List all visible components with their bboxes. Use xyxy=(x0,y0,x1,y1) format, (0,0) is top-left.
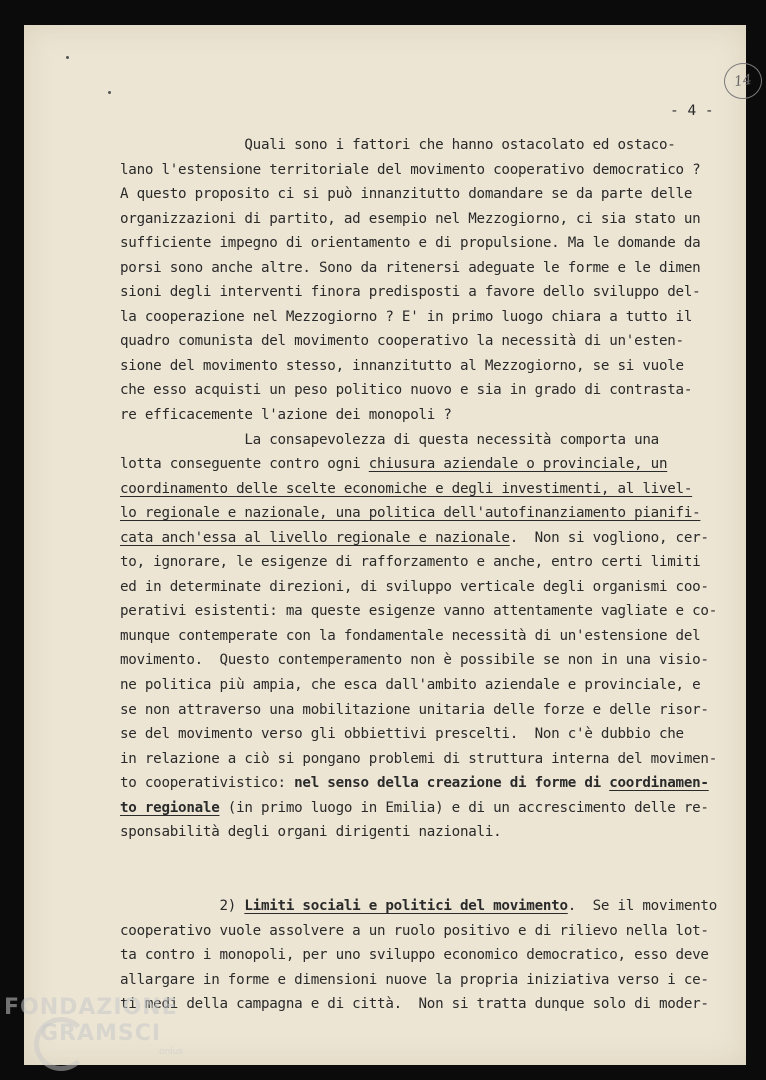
text-line: se del movimento verso gli obbiettivi prescelti. Non c'è dubbio che xyxy=(120,726,684,743)
text-segment: lotta conseguente contro ogni xyxy=(120,456,369,473)
watermark-line-2: GRAMSCI xyxy=(40,1021,162,1046)
text-line: La consapevolezza di questa necessità comporta una xyxy=(120,431,659,448)
text-line: che esso acquisti un peso politico nuovo e sia in grado di contrasta- xyxy=(120,382,693,399)
section-heading: Limiti sociali e politici del movimento xyxy=(244,897,568,914)
text-line: A questo proposito ci si può innanzitutto domandare se da parte delle xyxy=(120,186,693,203)
bold-underlined-segment: coordinamen- xyxy=(609,775,709,792)
underlined-segment: chiusura aziendale o provinciale, un xyxy=(368,456,668,473)
text-line: quadro comunista del movimento cooperativo la necessità di un'esten- xyxy=(120,333,684,350)
text-line xyxy=(120,452,740,477)
paper-speck xyxy=(108,91,111,94)
watermark-line-1: FONDAZIONE xyxy=(4,995,178,1020)
text-line: allargare in forme e dimensioni nuove la propria iniziativa verso i ce- xyxy=(120,971,709,988)
text-line: Quali sono i fattori che hanno ostacolato ed ostaco- xyxy=(120,137,676,153)
text-line: ti medi della campagna e di città. Non si tratta dunque solo di moder- xyxy=(120,996,709,1013)
folio-mark: 14 xyxy=(722,61,765,102)
bold-segment: nel senso della creazione di forme di xyxy=(294,775,610,792)
text-line: porsi sono anche altre. Sono da ritenersi adeguate le forme e le dimen xyxy=(120,259,701,276)
text-line: sponsabilità degli organi dirigenti nazionali. xyxy=(120,824,502,841)
text-line: la cooperazione nel Mezzogiorno ? E' in primo luogo chiara a tutto il xyxy=(120,308,693,325)
text-line: in relazione a ciò si pongano problemi di struttura interna del movimen- xyxy=(120,750,717,767)
blank-line xyxy=(120,845,740,870)
text-line: perativi esistenti: ma queste esigenze vanno attentamente vagliate e co- xyxy=(120,603,717,620)
text-line: sufficiente impegno di orientamento e di propulsione. Ma le domande da xyxy=(120,235,701,252)
text-line: ta contro i monopoli, per uno sviluppo economico democratico, esso deve xyxy=(120,947,709,964)
text-line: ne politica più ampia, che esca dall'ambito aziendale e provinciale, e xyxy=(120,677,701,694)
section-heading-line xyxy=(120,894,740,919)
text-line-underlined: lo regionale e nazionale, una politica dell'autofinanziamento pianifi- xyxy=(120,505,701,522)
section-number: 2) xyxy=(120,897,245,914)
page-number: - 4 - xyxy=(670,103,714,119)
text-segment: (in primo luogo in Emilia) e di un accrescimento delle re- xyxy=(219,799,709,816)
text-line xyxy=(120,771,740,796)
text-line: se non attraverso una mobilitazione unitaria delle forze e delle risor- xyxy=(120,701,709,718)
text-segment: . Non si vogliono, cer- xyxy=(509,529,709,546)
text-line xyxy=(120,526,740,551)
text-line: re efficacemente l'azione dei monopoli ? xyxy=(120,407,452,424)
document-page xyxy=(24,25,753,1065)
g-logo-icon xyxy=(34,1017,88,1071)
bold-underlined-segment: to regionale xyxy=(120,799,220,816)
text-line: munque contemperate con la fondamentale necessità di un'estensione del xyxy=(120,627,701,644)
text-segment: to cooperativistico: xyxy=(120,775,295,792)
text-line xyxy=(120,796,740,821)
blank-line xyxy=(120,869,740,894)
text-line: sioni degli interventi finora predisposti a favore dello sviluppo del- xyxy=(120,284,701,301)
text-line: cooperativo vuole assolvere a un ruolo positivo e di rilievo nella lot- xyxy=(120,922,709,939)
text-segment: . Se il movimento xyxy=(567,897,717,914)
archive-watermark xyxy=(4,995,183,1065)
text-line-underlined: coordinamento delle scelte economiche e degli investimenti, al livel- xyxy=(120,480,693,497)
text-line: lano l'estensione territoriale del movimento cooperativo democratico ? xyxy=(120,161,701,178)
underlined-segment: cata anch'essa al livello regionale e nazionale xyxy=(120,529,510,546)
text-line: sione del movimento stesso, innanzitutto al Mezzogiorno, se si vuole xyxy=(120,357,684,374)
text-line: organizzazioni di partito, ad esempio nel Mezzogiorno, ci sia stato un xyxy=(120,210,701,227)
paper-speck xyxy=(66,56,69,59)
typed-text xyxy=(120,133,740,1017)
text-line: ed in determinate direzioni, di sviluppo verticale degli organismi coo- xyxy=(120,578,709,595)
text-line: movimento. Questo contemperamento non è possibile se non in una visio- xyxy=(120,652,709,669)
text-line: to, ignorare, le esigenze di rafforzamento e anche, entro certi limiti xyxy=(120,554,701,571)
watermark-line-3: onlus xyxy=(159,1047,184,1057)
